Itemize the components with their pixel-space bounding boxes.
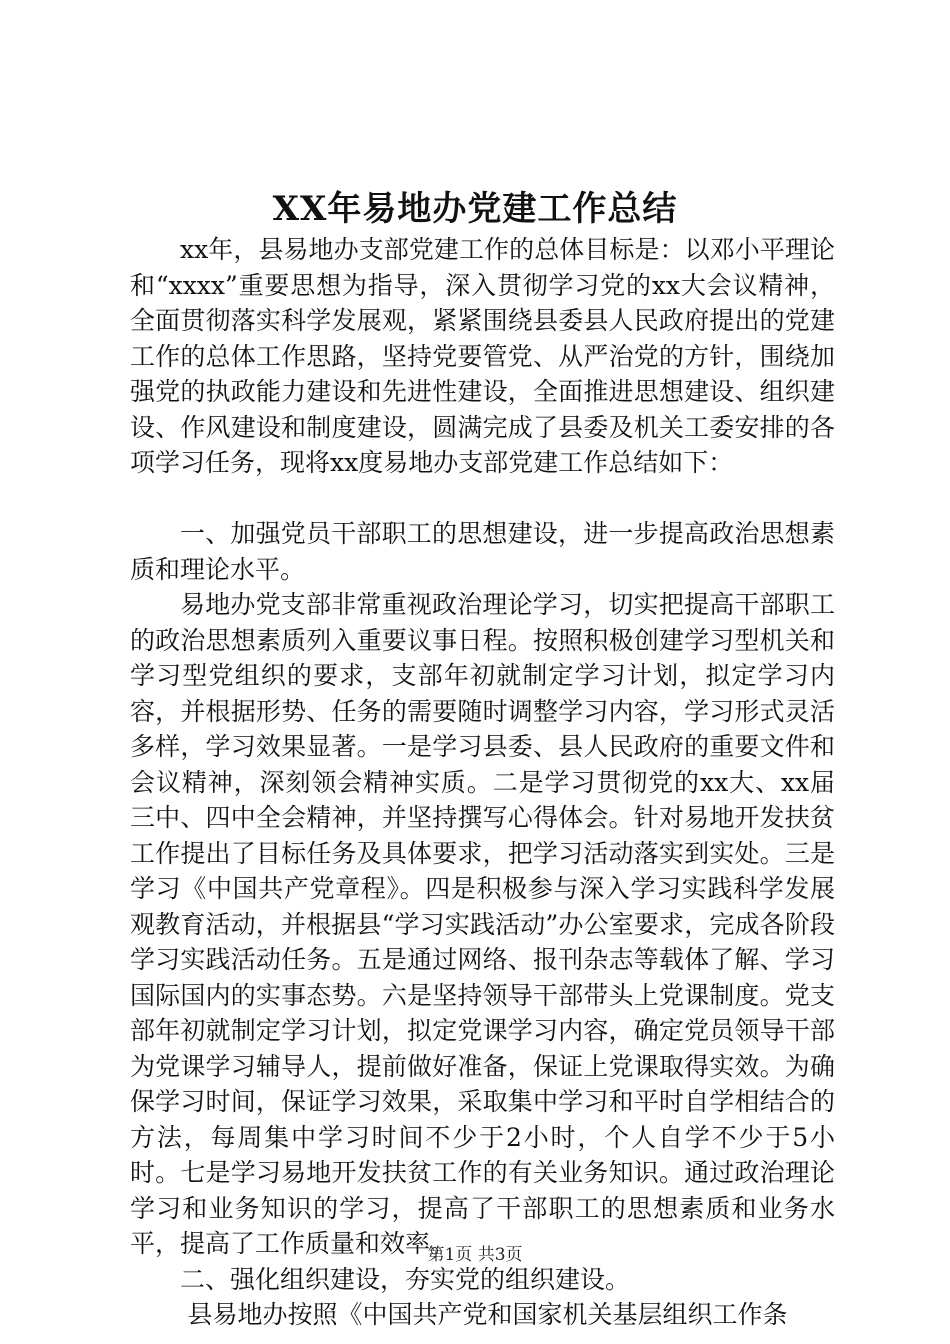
document-body: [130, 232, 835, 1333]
section-1-paragraph: 易地办党支部非常重视政治理论学习，切实把提高干部职工的政治思想素质列入重要议事日程。按照积极创建学习型机关和学习型党组织的要求，支部年初就制定学习计划，拟定学习内容，并根据形势、任务的需要随时调整学习内容，学习形式灵活多样，学习效果显著。一是学习县委、县人民政府的重要文件和会议精神，深刻领会精神实质。二是学习贯彻党的xx大、xx届三中、四中全会精神，并坚持撰写心得体会。针对易地开发扶贫工作提出了目标任务及具体要求，把学习活动落实到实处。三是学习《中国共产党章程》。四是积极参与深入学习实践科学发展观教育活动，并根据县“学习实践活动”办公室要求，完成各阶段学习实践活动任务。五是通过网络、报刊杂志等载体了解、学习国际国内的实事态势。六是坚持领导干部带头上党课制度。党支部年初就制定学习计划，拟定党课学习内容，确定党员领导干部为党课学习辅导人，提前做好准备，保证上党课取得实效。为确保学习时间，保证学习效果，采取集中学习和平时自学相结合的方法，每周集中学习时间不少于2小时，个人自学不少于5小时。七是学习易地开发扶贫工作的有关业务知识。通过政治理论学习和业务知识的学习，提高了干部职工的思想素质和业务水平，提高了工作质量和效率。: [130, 590, 835, 1258]
section-heading-2: 二、强化组织建设，夯实党的组织建设。: [180, 1264, 631, 1294]
document-title: XX年易地办党建工作总结: [272, 189, 678, 229]
section-heading-1: 一、加强党员干部职工的思想建设，进一步提高政治思想素质和理论水平。: [130, 519, 835, 584]
section-2-paragraph: 县易地办按照《中国共产党和国家机关基层组织工作条: [187, 1300, 788, 1329]
page-number-footer: 第1页 共3页: [427, 1245, 523, 1265]
paragraph-spacer: [130, 481, 835, 517]
intro-paragraph: xx年，县易地办支部党建工作的总体目标是：以邓小平理论和“xxxx”重要思想为指导，深入贯彻学习党的xx大会议精神，全面贯彻落实科学发展观，紧紧围绕县委县人民政府提出的党建工作的总体工作思路，坚持党要管党、从严治党的方针，围绕加强党的执政能力建设和先进性建设，全面推进思想建设、组织建设、作风建设和制度建设，圆满完成了县委及机关工委安排的各项学习任务，现将xx度易地办支部党建工作总结如下：: [130, 235, 835, 477]
